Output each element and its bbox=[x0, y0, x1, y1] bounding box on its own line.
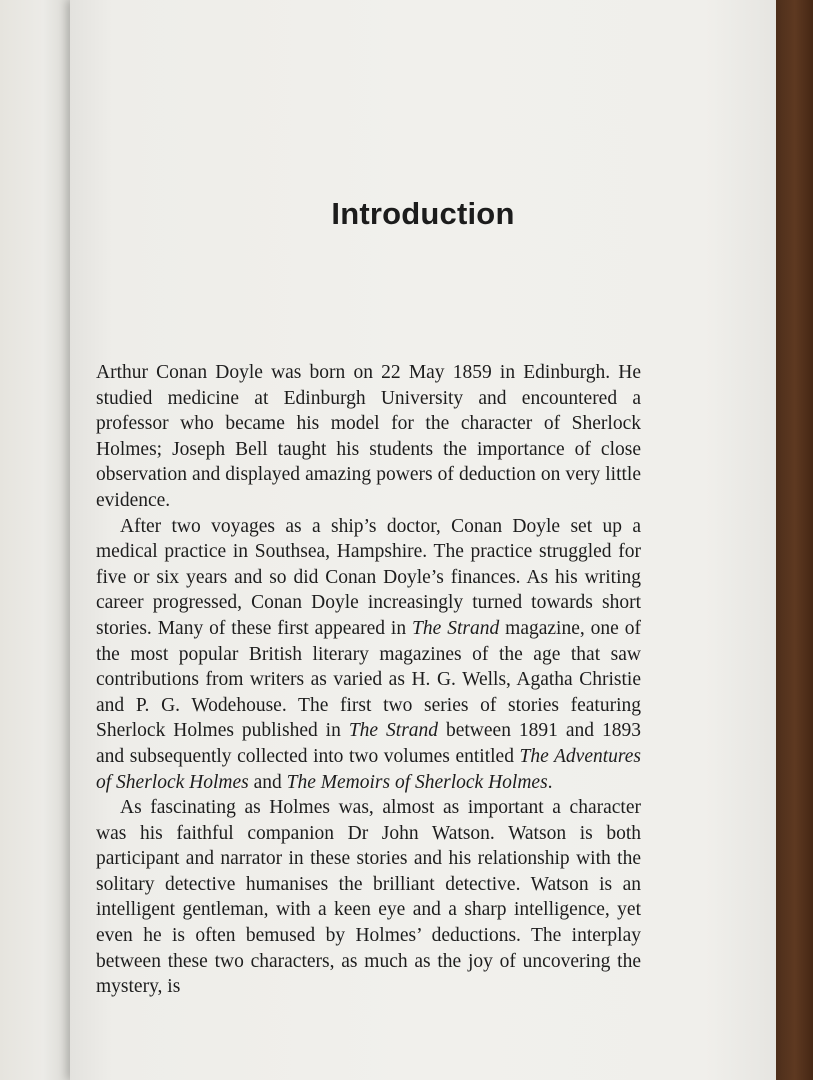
italic-title-text: The Adventures of Sherlock Holmes bbox=[96, 745, 642, 793]
paragraph-text: . bbox=[547, 771, 553, 793]
page-title: Introduction bbox=[331, 196, 515, 231]
italic-title-text: The Strand bbox=[412, 617, 500, 639]
italic-title-text: The Memoirs of Sherlock Holmes bbox=[286, 771, 548, 793]
paragraph-text: between 1891 and 1893 and subsequently collected into two volumes entitled bbox=[96, 720, 641, 767]
paragraph-text: Arthur Conan Doyle was born on 22 May 1859 in Edinburgh. He studied medicine at Edinburgh University and encountered a professor who became his model for the character of Sherlock Holmes; Joseph Bell taught his students the importance of close observation and displayed amazing powers of deduction on very little evidence. bbox=[96, 362, 641, 511]
paragraph-text: As fascinating as Holmes was, almost as important a character was his faithful companion Dr John Watson. Watson is both participant and narrator in these stories and his relationship with the solitary detective humanises the brilliant detective. Watson is an intelligent gentleman, with a keen eye and a sharp intelligence, yet even he is often bemused by Holmes’ deductions. The interplay between these two characters, as much as the joy of uncovering the mystery, is bbox=[96, 797, 641, 998]
paragraph-text: After two voyages as a ship’s doctor, Conan Doyle set up a medical practice in Southsea, Hampshire. The practice struggled for five or six years and so did Conan Doyle’s finances. As his writing career progressed, Conan Doyle increasingly turned towards short stories. Many of these first appeared in bbox=[96, 515, 641, 639]
italic-title-text: The Strand bbox=[348, 720, 439, 742]
previous-page-edge bbox=[0, 0, 72, 1080]
paragraph-3 bbox=[96, 795, 641, 1000]
book-page bbox=[70, 0, 776, 1080]
paragraph-text: and bbox=[248, 771, 287, 793]
body-text bbox=[96, 360, 641, 1000]
show-through-text bbox=[150, 30, 710, 55]
paragraph-text: magazine, one of the most popular British literary magazines of the age that saw contributions from writers as varied as H. G. Wells, Agatha Christie and P. G. Wodehouse. The first two series of stories featuring Sherlock Holmes published in bbox=[96, 617, 641, 742]
paragraph-1 bbox=[96, 360, 641, 514]
paragraph-2 bbox=[96, 514, 641, 796]
